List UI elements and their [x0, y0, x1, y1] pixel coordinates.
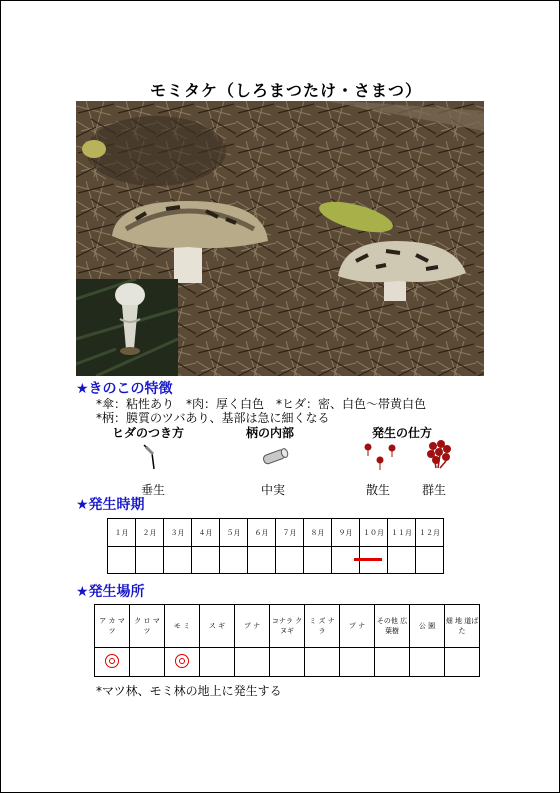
stem-solid-icon [260, 446, 290, 466]
month-cell [136, 547, 164, 574]
places-heading: ★発生場所 [76, 584, 145, 600]
habitat-cell [130, 648, 165, 677]
habitat-header-cell: ミ ズ ナ ラ [305, 605, 340, 648]
stem-closeup-photo [76, 279, 178, 376]
gill-decurrent-icon [142, 443, 162, 471]
habitat-header-cell: 畑 地 道ばた [445, 605, 480, 648]
habitat-cell [305, 648, 340, 677]
features-line-1: *傘：粘性あり *肉：厚く白色 *ヒダ：密、白色～帯黄白色 [96, 397, 427, 411]
month-header-cell: ３月 [164, 519, 192, 547]
month-header-cell: １１月 [388, 519, 416, 547]
month-cell [192, 547, 220, 574]
month-header-cell: ５月 [220, 519, 248, 547]
month-cell [388, 547, 416, 574]
month-cell [248, 547, 276, 574]
month-cell [108, 547, 136, 574]
month-cell [164, 547, 192, 574]
habitat-cell [340, 648, 375, 677]
habitat-note: *マツ林、モミ林の地上に発生する [96, 684, 282, 698]
stem-interior-label: 柄の内部 [246, 426, 295, 440]
habitat-cell [200, 648, 235, 677]
season-table [107, 518, 444, 574]
habitat-cell [95, 648, 130, 677]
occurrence-mark-icon [175, 654, 189, 668]
stem-interior-value: 中実 [261, 483, 286, 497]
month-header-cell: ６月 [248, 519, 276, 547]
clustered-growth-icon [426, 440, 452, 470]
month-header-cell: １月 [108, 519, 136, 547]
month-header-cell: ２月 [136, 519, 164, 547]
gill-attachment-value: 垂生 [141, 483, 166, 497]
page-title: モミタケ（しろまつたけ・さまつ） [150, 81, 423, 100]
habitat-header-cell: その他 広葉樹 [375, 605, 410, 648]
habitat-header-cell: ア カ マ ツ [95, 605, 130, 648]
month-cell [220, 547, 248, 574]
month-header-cell: ７月 [276, 519, 304, 547]
habitat-header-cell: コナラ クヌギ [270, 605, 305, 648]
month-header-cell: ９月 [332, 519, 360, 547]
features-heading: ★きのこの特徴 [76, 381, 173, 397]
habitat-cell [375, 648, 410, 677]
habitat-cell [235, 648, 270, 677]
habitat-header-cell: 公 園 [410, 605, 445, 648]
habitat-header-cell: モ ミ [165, 605, 200, 648]
growth-clustered-value: 群生 [422, 483, 447, 497]
growth-scattered-value: 散生 [366, 483, 391, 497]
season-heading: ★発生時期 [76, 497, 145, 513]
month-header-cell: ８月 [304, 519, 332, 547]
habitat-header-cell: ス ギ [200, 605, 235, 648]
habitat-cell [270, 648, 305, 677]
month-cell [304, 547, 332, 574]
habitat-header-cell: ブ ナ [340, 605, 375, 648]
habitat-header-cell: ク ロ マ ツ [130, 605, 165, 648]
habitat-table [94, 604, 480, 677]
habitat-header-cell: ブ ナ [235, 605, 270, 648]
occurrence-mark-icon [105, 654, 119, 668]
habitat-cell [165, 648, 200, 677]
gill-attachment-label: ヒダのつき方 [112, 426, 185, 440]
month-cell [416, 547, 444, 574]
month-header-cell: ４月 [192, 519, 220, 547]
season-peak-bar [354, 558, 382, 561]
habitat-cell [445, 648, 480, 677]
month-header-cell: １０月 [360, 519, 388, 547]
habitat-cell [410, 648, 445, 677]
month-cell [276, 547, 304, 574]
month-header-cell: １２月 [416, 519, 444, 547]
growth-pattern-label: 発生の仕方 [372, 426, 433, 440]
scattered-growth-icon [362, 442, 398, 472]
features-line-2: *柄：膜質のツバあり、基部は急に細くなる [96, 411, 330, 425]
